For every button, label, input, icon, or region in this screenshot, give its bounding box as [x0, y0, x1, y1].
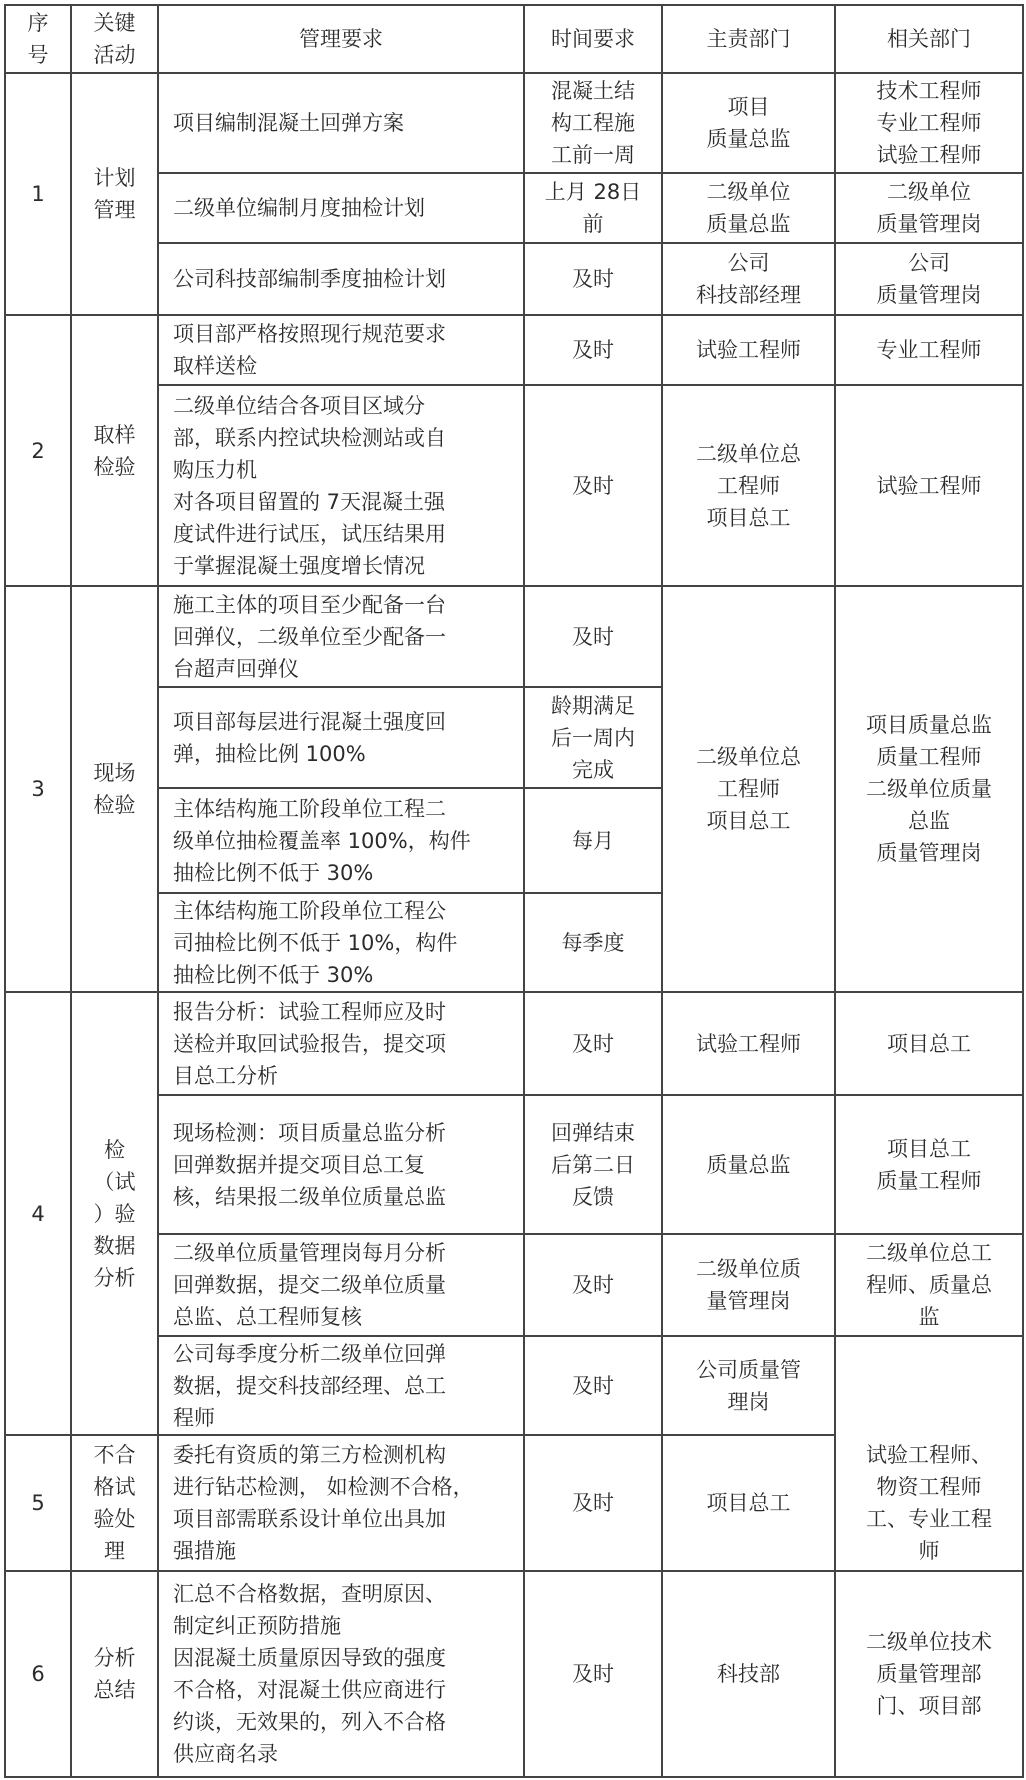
activity-cell-text: 检 （试 ）验 数据 分析 — [93, 1137, 136, 1290]
requirement-cell-text: 项目部每层进行混凝土强度回 弹，抽检比例 100% — [173, 709, 446, 766]
activity-cell — [72, 587, 157, 991]
requirement-cell — [159, 1096, 523, 1233]
time-cell-text: 及时 — [572, 1031, 614, 1056]
seq-cell-text: 4 — [31, 1201, 45, 1226]
activity-cell — [72, 1572, 157, 1776]
seq-cell — [6, 1572, 70, 1776]
lead-dept-cell-text: 二级单位质 量管理岗 — [696, 1257, 801, 1313]
seq-cell — [6, 587, 70, 991]
related-dept-cell-text: 二级单位技术 质量管理部 门、项目部 — [866, 1630, 992, 1718]
time-cell — [525, 174, 661, 242]
header-time-text: 时间要求 — [551, 27, 635, 51]
table-border-line — [834, 1335, 1022, 1337]
header-activity-text: 关键 活动 — [93, 11, 136, 67]
requirement-cell — [159, 1436, 523, 1570]
seq-cell-text: 3 — [31, 777, 45, 801]
related-dept-cell — [836, 1096, 1022, 1233]
requirement-cell-text: 报告分析：试验工程师应及时 送检并取回试验报告，提交项 目总工分析 — [173, 999, 446, 1088]
activity-cell — [72, 74, 157, 314]
time-cell — [525, 894, 661, 991]
table-border-line — [4, 1776, 1024, 1778]
header-related-text: 相关部门 — [887, 27, 971, 51]
requirement-cell — [159, 386, 523, 585]
related-dept-cell-text: 项目总工 质量工程师 — [876, 1136, 982, 1193]
header-activity — [72, 6, 157, 72]
time-cell — [525, 789, 661, 892]
related-dept-cell-text: 公司 质量管理岗 — [876, 251, 982, 307]
header-requirement-text: 管理要求 — [299, 27, 383, 51]
activity-cell-text: 计划 管理 — [93, 166, 136, 222]
requirement-cell-text: 二级单位编制月度抽检计划 — [173, 196, 425, 220]
requirement-cell — [159, 1337, 523, 1434]
lead-dept-cell-text: 试验工程师 — [696, 338, 801, 362]
related-dept-cell-text: 项目质量总监 质量工程师 二级单位质量 总监 质量管理岗 — [866, 713, 992, 865]
requirement-cell — [159, 1572, 523, 1776]
time-cell-text: 每季度 — [561, 930, 625, 955]
related-dept-cell — [836, 1572, 1022, 1776]
lead-dept-cell-text: 项目总工 — [706, 1491, 791, 1515]
header-lead-text: 主责部门 — [706, 27, 791, 51]
lead-dept-cell — [663, 1235, 834, 1335]
requirement-cell — [159, 244, 523, 314]
lead-dept-cell — [663, 587, 834, 991]
seq-cell-text: 1 — [31, 182, 45, 206]
header-lead — [663, 6, 834, 72]
activity-cell — [72, 316, 157, 585]
related-dept-cell-text: 二级单位总工 程师、质量总 监 — [866, 1241, 992, 1329]
lead-dept-cell-text: 公司 科技部经理 — [696, 251, 801, 307]
requirement-cell — [159, 688, 523, 787]
seq-cell-text: 6 — [31, 1662, 45, 1686]
lead-dept-cell-text: 试验工程师 — [696, 1031, 801, 1056]
time-cell-text: 及时 — [572, 1373, 614, 1398]
time-cell — [525, 1436, 661, 1570]
requirement-cell — [159, 789, 523, 892]
requirement-cell — [159, 74, 523, 172]
related-dept-cell-text: 专业工程师 — [876, 338, 982, 362]
related-dept-cell — [836, 174, 1022, 242]
time-cell — [525, 1337, 661, 1434]
lead-dept-cell — [663, 316, 834, 384]
time-cell — [525, 1235, 661, 1335]
time-cell — [525, 587, 661, 686]
activity-cell-text: 不合 格试 验处 理 — [93, 1443, 136, 1563]
requirement-cell-text: 项目编制混凝土回弹方案 — [173, 111, 404, 135]
requirement-cell — [159, 894, 523, 991]
requirement-cell-text: 公司科技部编制季度抽检计划 — [173, 267, 446, 291]
time-cell-text: 及时 — [572, 624, 614, 649]
time-cell-text: 及时 — [572, 1273, 614, 1297]
time-cell — [525, 688, 661, 787]
lead-dept-cell-text: 项目 质量总监 — [706, 95, 791, 151]
time-cell — [525, 993, 661, 1094]
time-cell — [525, 386, 661, 585]
related-dept-cell — [836, 386, 1022, 585]
requirement-cell-text: 现场检测：项目质量总监分析 回弹数据并提交项目总工复 核，结果报二级单位质量总监 — [173, 1120, 446, 1209]
lead-dept-cell — [663, 1096, 834, 1233]
lead-dept-cell — [663, 1436, 834, 1570]
requirement-cell — [159, 316, 523, 384]
activity-cell-text: 取样 检验 — [93, 422, 136, 479]
related-dept-cell-text: 技术工程师 专业工程师 试验工程师 — [876, 79, 982, 167]
requirement-cell-text: 公司每季度分析二级单位回弹 数据，提交科技部经理、总工 程师 — [173, 1341, 446, 1430]
activity-cell-text: 现场 检验 — [93, 761, 136, 817]
header-requirement — [159, 6, 523, 72]
time-cell-text: 每月 — [572, 828, 614, 853]
lead-dept-cell — [663, 1572, 834, 1776]
time-cell-text: 及时 — [572, 267, 614, 291]
requirement-cell — [159, 174, 523, 242]
time-cell-text: 及时 — [572, 1491, 614, 1515]
header-seq-text: 序 号 — [27, 11, 49, 67]
header-time — [525, 6, 661, 72]
seq-cell-text: 2 — [31, 438, 45, 463]
seq-cell — [6, 1436, 70, 1570]
time-cell — [525, 74, 661, 172]
requirement-cell-text: 主体结构施工阶段单位工程二 级单位抽检覆盖率 100%，构件 抽检比例不低于 30% — [173, 796, 471, 885]
activity-cell — [72, 1436, 157, 1570]
lead-dept-cell-text: 质量总监 — [706, 1152, 791, 1177]
related-dept-cell — [836, 1235, 1022, 1335]
seq-cell — [6, 74, 70, 314]
requirement-cell-text: 二级单位质量管理岗每月分析 回弹数据，提交二级单位质量 总监、总工程师复核 — [173, 1241, 446, 1329]
related-dept-cell-text: 二级单位 质量管理岗 — [876, 180, 982, 236]
seq-cell — [6, 993, 70, 1434]
seq-cell-text: 5 — [31, 1491, 45, 1515]
lead-dept-cell-text: 二级单位总 工程师 项目总工 — [696, 441, 801, 530]
lead-dept-cell — [663, 993, 834, 1094]
seq-cell — [6, 316, 70, 585]
requirement-cell-text: 项目部严格按照现行规范要求 取样送检 — [173, 322, 446, 378]
related-dept-cell — [836, 1436, 1022, 1570]
related-dept-cell — [836, 993, 1022, 1094]
requirement-cell-text: 汇总不合格数据，查明原因、 制定纠正预防措施 因混凝土质量原因导致的强度 不合格，对混凝土供应商进行 约谈，无效果的，列入不合格 供应商名录 — [173, 1582, 446, 1766]
time-cell-text: 及时 — [572, 1662, 614, 1686]
header-related — [836, 6, 1022, 72]
time-cell — [525, 1096, 661, 1233]
lead-dept-cell — [663, 74, 834, 172]
related-dept-cell — [836, 316, 1022, 384]
time-cell-text: 及时 — [572, 473, 614, 498]
lead-dept-cell — [663, 244, 834, 314]
lead-dept-cell-text: 科技部 — [717, 1662, 780, 1686]
related-dept-cell — [836, 74, 1022, 172]
requirement-cell — [159, 1235, 523, 1335]
lead-dept-cell-text: 公司质量管 理岗 — [696, 1357, 801, 1414]
requirement-cell-text: 主体结构施工阶段单位工程公 司抽检比例不低于 10%，构件 抽检比例不低于 30% — [173, 898, 458, 987]
related-dept-cell-text: 项目总工 — [887, 1031, 971, 1056]
requirement-cell-text: 施工主体的项目至少配备一台 回弹仪，二级单位至少配备一 台超声回弹仪 — [173, 592, 446, 681]
related-dept-cell — [836, 587, 1022, 991]
activity-cell-text: 分析 总结 — [93, 1646, 136, 1702]
time-cell-text: 龄期满足 后一周内 完成 — [551, 693, 635, 782]
activity-cell — [72, 993, 157, 1434]
time-cell-text: 及时 — [572, 338, 614, 362]
requirement-cell-text: 二级单位结合各项目区域分 部，联系内控试块检测站或自 购压力机 对各项目留置的 7天混凝土强 度试件进行试压，试压结果用 于掌握混凝土强度增长情况 — [173, 393, 446, 578]
lead-dept-cell-text: 二级单位 质量总监 — [706, 180, 791, 236]
time-cell — [525, 316, 661, 384]
lead-dept-cell — [663, 386, 834, 585]
related-dept-cell — [836, 244, 1022, 314]
requirement-cell — [159, 993, 523, 1094]
requirement-cell-text: 委托有资质的第三方检测机构 进行钻芯检测， 如检测不合格， 项目部需联系设计单位出具加 强措施 — [173, 1443, 474, 1563]
related-dept-cell-text: 试验工程师、 物资工程师 工、专业工程 师 — [866, 1443, 992, 1563]
table-border-line — [1022, 4, 1024, 1778]
lead-dept-cell — [663, 1337, 834, 1434]
time-cell-text: 回弹结束 后第二日 反馈 — [551, 1120, 635, 1209]
header-seq — [6, 6, 70, 72]
lead-dept-cell-text: 二级单位总 工程师 项目总工 — [696, 745, 801, 833]
lead-dept-cell — [663, 174, 834, 242]
requirement-cell — [159, 587, 523, 686]
time-cell — [525, 244, 661, 314]
time-cell-text: 上月 28日 前 — [544, 180, 642, 236]
time-cell-text: 混凝土结 构工程施 工前一周 — [551, 79, 635, 167]
related-dept-cell-text: 试验工程师 — [876, 473, 982, 498]
time-cell — [525, 1572, 661, 1776]
